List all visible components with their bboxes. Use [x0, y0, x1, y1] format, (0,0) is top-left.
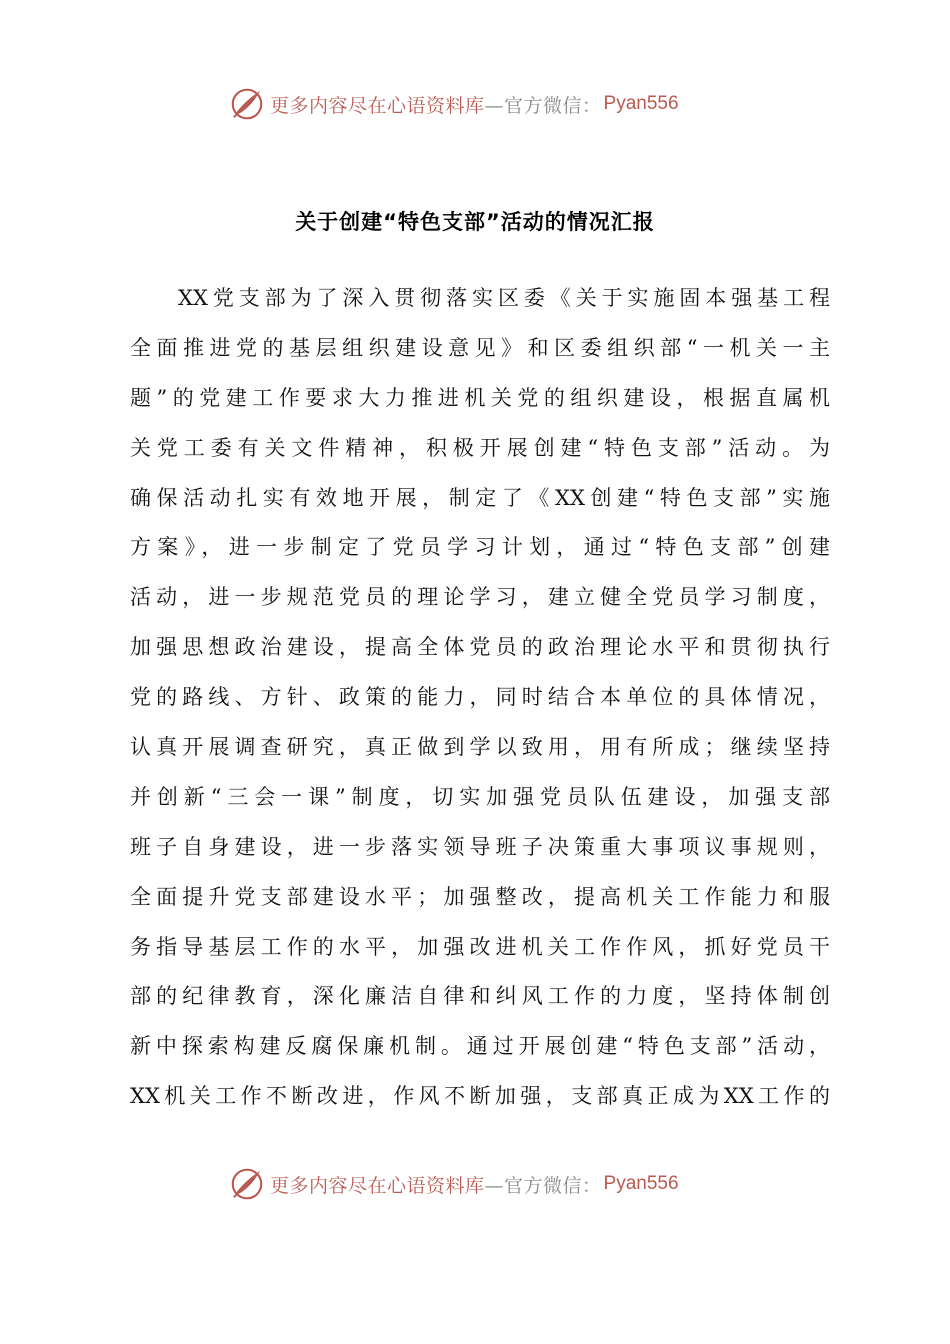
- paragraph-line: 题”的党建工作要求大力推进机关党的组织建设，根据直属机: [130, 385, 830, 410]
- paragraph-line: 关党工委有关文件精神，积极开展创建“特色支部”活动。为: [130, 435, 830, 460]
- banner-red-text: 更多内容尽在心语资料库: [270, 94, 485, 117]
- paragraph-line: 方案》，进一步制定了党员学习计划，通过“特色支部”创建: [130, 535, 830, 560]
- banner-wechat-id: Pyan556: [603, 93, 679, 114]
- paragraph-line: 确保活动扎实有效地开展，制定了《XX创建“特色支部”实施: [130, 485, 830, 510]
- banner-red-text: 更多内容尽在心语资料库: [270, 1174, 485, 1197]
- document-title: 关于创建“特色支部”活动的情况汇报: [295, 210, 655, 234]
- paragraph-line: XX机关工作不断改进，作风不断加强，支部真正成为XX工作的: [130, 1084, 830, 1109]
- paragraph-line: 全面推进党的基层组织建设意见》和区委组织部“一机关一主: [130, 335, 830, 360]
- paragraph-line: 班子自身建设，进一步落实领导班子决策重大事项议事规则，: [130, 834, 830, 859]
- report-paragraph: [130, 274, 830, 1122]
- header-banner: [228, 84, 679, 124]
- quill-logo-icon: [228, 85, 266, 123]
- paragraph-line: 全面提升党支部建设水平；加强整改，提高机关工作能力和服: [130, 884, 830, 909]
- paragraph-line: 认真开展调查研究，真正做到学以致用，用有所成；继续坚持: [130, 735, 830, 760]
- paragraph-line: 加强思想政治建设，提高全体党员的政治理论水平和贯彻执行: [130, 635, 830, 660]
- footer-banner: [228, 1164, 679, 1204]
- paragraph-line: 务指导基层工作的水平，加强改进机关工作作风，抓好党员干: [130, 934, 830, 959]
- quill-logo-icon: [228, 1165, 266, 1203]
- paragraph-line: 并创新“三会一课”制度，切实加强党员队伍建设，加强支部: [130, 784, 830, 809]
- banner-gray-text: —官方微信：: [484, 1174, 602, 1197]
- paragraph-line: 新中探索构建反腐保廉机制。通过开展创建“特色支部”活动，: [130, 1034, 830, 1059]
- banner-gray-text: —官方微信：: [484, 94, 602, 117]
- paragraph-line: XX党支部为了深入贯彻落实区委《关于实施固本强基工程: [178, 286, 830, 310]
- paragraph-line: 活动，进一步规范党员的理论学习，建立健全党员学习制度，: [130, 585, 830, 610]
- paragraph-line: 党的路线、方针、政策的能力，同时结合本单位的具体情况，: [130, 685, 830, 710]
- paragraph-line: 部的纪律教育，深化廉洁自律和纠风工作的力度，坚持体制创: [130, 984, 830, 1009]
- banner-wechat-id: Pyan556: [603, 1173, 679, 1194]
